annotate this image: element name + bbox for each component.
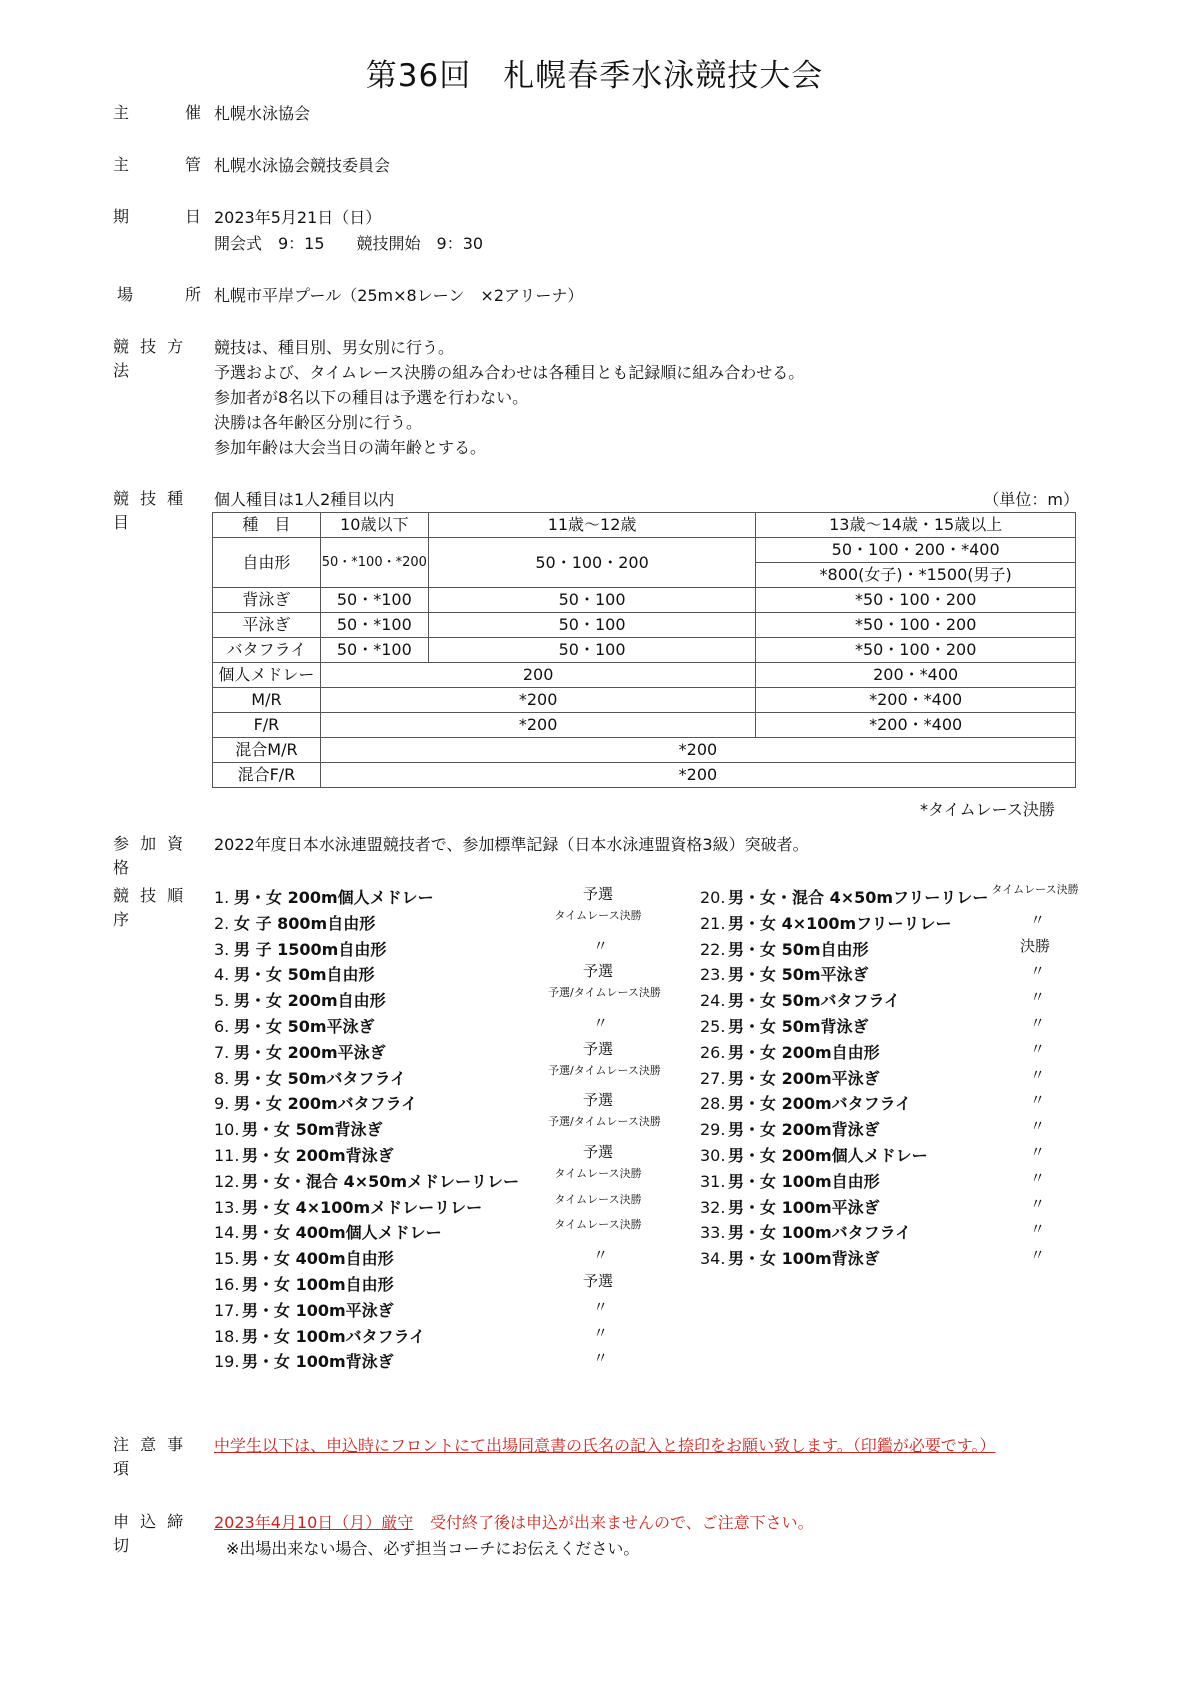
events-label: 競 技 種 目 [113, 489, 187, 532]
order-event: 男・女 100m自由形 [728, 1171, 880, 1191]
table-cell: *200・*400 [756, 713, 1076, 738]
order-type: 〃 [1030, 1091, 1046, 1110]
table-header: 11歳～12歳 [428, 513, 756, 538]
order-type: 〃 [1030, 1194, 1046, 1213]
order-number: 31. [700, 1171, 726, 1191]
order-type: 〃 [1030, 1039, 1046, 1058]
order-type: 予選/タイムレース決勝 [548, 1063, 661, 1077]
eligibility-value: 2022年度日本水泳連盟競技者で、参加標準記録（日本水泳連盟資格3級）突破者。 [214, 835, 809, 854]
order-event: 男・女 200m自由形 [234, 991, 386, 1011]
order-event: 男・女 50m平泳ぎ [728, 965, 869, 985]
order-type: 〃 [1030, 1246, 1046, 1265]
order-event: 男・女 200m個人メドレー [728, 1146, 928, 1165]
order-type: タイムレース決勝 [554, 1218, 642, 1232]
order-number: 15. [214, 1249, 240, 1269]
order-number: 29. [700, 1120, 726, 1140]
order-number: 19. [214, 1352, 240, 1372]
table-row [213, 713, 1076, 738]
table-cell: 混合F/R [213, 763, 321, 788]
order-type: 予選 [582, 1143, 613, 1161]
events-table [212, 512, 1076, 788]
notice-value: 中学生以下は、申込時にフロントにて出場同意書の氏名の記入と捺印をお願い致します。（印鑑が必要です。） [214, 1436, 996, 1455]
order-number: 1. [214, 888, 230, 907]
order-type: 決勝 [1019, 936, 1050, 955]
order-event: 女 子 800m自由形 [234, 913, 376, 933]
table-cell: 50・100 [428, 613, 756, 638]
deadline-label: 申 込 締 切 [113, 1512, 187, 1555]
table-cell: バタフライ [213, 638, 321, 663]
order-number: 12. [214, 1171, 240, 1191]
start-times: 開会式 9：15 競技開始 9：30 [214, 234, 484, 253]
table-header-row [213, 513, 1076, 538]
table-row [213, 763, 1076, 788]
order-event: 男・女 200m背泳ぎ [242, 1146, 394, 1165]
order-event: 男・女 100m自由形 [242, 1275, 394, 1294]
order-event: 男・女 4×100mメドレーリレー [242, 1197, 483, 1217]
order-number: 28. [700, 1094, 726, 1114]
deadline-note: ※出場出来ない場合、必ず担当コーチにお伝えください。 [226, 1539, 640, 1558]
document-page: 第36回 札幌春季水泳競技大会 主 催 札幌水泳協会 主 管 札幌水泳協会競技委員会 期 日 2023年5月21日（日） 開会式 9：15 競技開始 9：30 場 所 札幌市平岸プール（25m×8レーン ×2アリーナ） 競 技 方 法 競技は、種目別、男女別に行う。 予選および、タイムレース決勝の組み合わせは各種目とも記録順に組み合わせる。 参加者が8名以下の種目は予選を行わない。 決勝は各年齢区分別に行う。 参加年齢は大会当日の満年齢とする。 競 技 種 目 個人種目は1人2種目以内 （単位：m） 種 目 10歳以下 11歳～12歳 13歳～14歳・15歳以上 自由形 50・*100・*200 50・100・200 50・100・200・*400 *800(女子)・*1500(男子) 背泳ぎ 50・*100 50・100 *50・100・200 平泳ぎ 50・*100 50・100 *50・100・200 バタフライ 50・*100 50・100 *50・100・200 個人メドレー 200 200・*400 M/R *200 *200・*400 F/R *200 *200・*400 混合M/R *200 混合F/R *200 *タイムレース決勝 参 加 資 格 2022年度日本水泳連盟競技者で、参加標準記録（日本水泳連盟資格3級）突破者。 競 技 順 序 1. 男・女 200m個人メドレー 予選 2. 女 子 800m自由形 タイムレース決勝 3. 男 子 1500m自由形 〃 4. 男・女 50m自由形 予選 5. 男・女 200m自由形 予選/タイムレース決勝 6. 男・女 50m平泳ぎ 〃 7. 男・女 200m平泳ぎ 予選 8. 男・女 50mバタフライ 予選/タイムレース決勝 9. 男・女 200mバタフライ 予選 10. 男・女 50m背泳ぎ 予選/タイムレース決勝 11. 男・女 200m背泳ぎ 予選 12. 男・女・混合 4×50mメドレーリレー タイムレース決勝 13. 男・女 4×100mメドレーリレー タイムレース決勝 14. 男・女 400m個人メドレー タイムレース決勝 15. 男・女 400m自由形 〃 16. 男・女 100m自由形 予選 17. 男・女 100m平泳ぎ 〃 18. 男・女 100mバタフライ 〃 19. 男・女 100m背泳ぎ 〃 20. 男・女・混合 4×50mフリーリレー タイムレース決勝 21. 男・女 4×100mフリーリレー 〃 22. 男・女 50m自由形 決勝 23. 男・女 50m平泳ぎ 〃 24. 男・女 50mバタフライ 〃 25. 男・女 50m背泳ぎ 〃 26. 男・女 200m自由形 〃 27. 男・女 200m平泳ぎ 〃 28. 男・女 200mバタフライ 〃 29. 男・女 200m背泳ぎ 〃 30. 男・女 200m個人メドレー 〃 31. 男・女 100m自由形 〃 32. 男・女 100m平泳ぎ 〃 33. 男・女 100mバタフライ 〃 34. 男・女 100m背泳ぎ 〃 注 意 事 項 中学生以下は、申込時にフロントにて出場同意書の氏名の記入と捺印をお願い致します。（印鑑が必要です。） 申 込 締 切 2023年4月10日（月）厳守 受付終了後は申込が出来ませんので、ご注意下さい。 ※出場出来ない場合、必ず担当コーチにお伝えください。 [0, 0, 1189, 1681]
table-cell: 50・*100 [320, 638, 428, 663]
host-value: 札幌水泳協会 [214, 104, 311, 123]
table-cell: *200・*400 [756, 688, 1076, 713]
table-cell: 混合M/R [213, 738, 321, 763]
date-value: 2023年5月21日（日） [214, 208, 382, 227]
order-type: 〃 [1030, 988, 1046, 1007]
order-event: 男・女 50m背泳ぎ [728, 1017, 869, 1036]
order-type: 〃 [1030, 1014, 1046, 1032]
order-number: 20. [700, 888, 726, 907]
table-cell: *800(女子)・*1500(男子) [756, 563, 1076, 588]
order-number: 3. [214, 939, 230, 959]
order-event: 男・女 50m平泳ぎ [234, 1017, 375, 1036]
order-type: 予選 [582, 885, 613, 903]
table-cell: *50・100・200 [756, 638, 1076, 663]
table-cell: 50・100 [428, 638, 756, 663]
order-type: 予選 [582, 1272, 613, 1290]
order-number: 16. [214, 1275, 240, 1294]
table-cell: 50・100・200 [428, 538, 756, 588]
order-number: 11. [214, 1146, 240, 1165]
order-type: 〃 [1030, 1143, 1046, 1161]
table-header: 10歳以下 [320, 513, 428, 538]
order-type: タイムレース決勝 [554, 908, 642, 922]
order-number: 17. [214, 1300, 240, 1320]
order-label: 競 技 順 序 [113, 886, 187, 929]
order-event: 男・女 200mバタフライ [728, 1094, 912, 1114]
method-line: 決勝は各年齢区分別に行う。 [214, 413, 423, 432]
table-cell: F/R [213, 713, 321, 738]
table-cell: 50・100 [428, 588, 756, 613]
order-event: 男・女 50m背泳ぎ [242, 1120, 383, 1140]
order-number: 13. [214, 1197, 240, 1217]
order-event: 男・女 100mバタフライ [728, 1223, 912, 1243]
table-cell: 50・*100・*200 [320, 538, 428, 588]
order-type: 〃 [593, 936, 609, 955]
table-cell: 平泳ぎ [213, 613, 321, 638]
order-number: 6. [214, 1017, 230, 1036]
order-event: 男・女 50m自由形 [728, 939, 869, 959]
order-number: 4. [214, 965, 230, 985]
table-row [213, 738, 1076, 763]
order-number: 26. [700, 1042, 726, 1062]
deadline-date: 2023年4月10日（月）厳守 [214, 1513, 414, 1532]
order-event: 男・女 50mバタフライ [234, 1068, 407, 1088]
order-type: 〃 [1030, 910, 1046, 929]
order-type: 〃 [1030, 1065, 1046, 1084]
order-number: 5. [214, 991, 230, 1011]
order-number: 22. [700, 939, 726, 959]
order-number: 14. [214, 1223, 240, 1243]
table-row [213, 638, 1076, 663]
order-event: 男・女 100m平泳ぎ [728, 1197, 880, 1217]
order-type: 予選/タイムレース決勝 [548, 1115, 661, 1129]
order-event: 男・女・混合 4×50mメドレーリレー [242, 1171, 520, 1191]
time-race-footnote: *タイムレース決勝 [920, 800, 1055, 819]
table-row [213, 613, 1076, 638]
order-event: 男・女 200m平泳ぎ [728, 1068, 880, 1088]
order-type: 〃 [593, 1297, 609, 1316]
order-number: 10. [214, 1120, 240, 1140]
order-event: 男・女 200m個人メドレー [234, 888, 434, 907]
table-cell: *200 [320, 688, 755, 713]
table-cell: 個人メドレー [213, 663, 321, 688]
venue-value: 札幌市平岸プール（25m×8レーン ×2アリーナ） [214, 286, 584, 305]
table-row [213, 688, 1076, 713]
order-number: 23. [700, 965, 726, 985]
order-type: 〃 [1030, 962, 1046, 981]
table-cell: 200・*400 [756, 663, 1076, 688]
order-event: 男・女 100m背泳ぎ [242, 1352, 394, 1372]
order-event: 男・女 200m自由形 [728, 1042, 880, 1062]
table-cell: 50・100・200・*400 [756, 538, 1076, 563]
method-line: 参加年齢は大会当日の満年齢とする。 [214, 438, 487, 457]
order-event: 男・女 100m平泳ぎ [242, 1300, 394, 1320]
order-number: 7. [214, 1042, 230, 1062]
table-row [213, 588, 1076, 613]
order-type: 〃 [593, 1014, 609, 1032]
method-line: 競技は、種目別、男女別に行う。 [214, 338, 455, 357]
table-row [213, 663, 1076, 688]
order-event: 男・女 50mバタフライ [728, 991, 901, 1011]
order-type: タイムレース決勝 [554, 1192, 642, 1206]
order-event: 男・女・混合 4×50mフリーリレー [728, 888, 989, 907]
order-event: 男・女 200m平泳ぎ [234, 1042, 386, 1062]
table-cell: 50・*100 [320, 613, 428, 638]
table-row [213, 538, 1076, 563]
order-number: 8. [214, 1068, 230, 1088]
order-type: タイムレース決勝 [991, 883, 1079, 896]
order-number: 9. [214, 1094, 230, 1114]
method-line: 参加者が8名以下の種目は予選を行わない。 [214, 388, 529, 407]
order-type: 〃 [1030, 1168, 1046, 1187]
order-number: 24. [700, 991, 726, 1011]
order-type: 〃 [1030, 1220, 1046, 1239]
order-event: 男・女 4×100mフリーリレー [728, 913, 952, 933]
order-number: 27. [700, 1068, 726, 1088]
order-number: 33. [700, 1223, 726, 1243]
order-type: 〃 [593, 1246, 609, 1265]
order-event: 男・女 400m自由形 [242, 1249, 394, 1269]
order-type: 〃 [593, 1349, 609, 1368]
table-cell: 50・*100 [320, 588, 428, 613]
order-number: 25. [700, 1017, 726, 1036]
table-cell: 自由形 [213, 538, 321, 588]
events-intro: 個人種目は1人2種目以内 [214, 490, 395, 509]
order-type: 予選 [582, 962, 613, 981]
table-cell: *50・100・200 [756, 588, 1076, 613]
notice-label: 注 意 事 項 [113, 1435, 187, 1478]
table-cell: M/R [213, 688, 321, 713]
order-event: 男・女 400m個人メドレー [242, 1223, 442, 1243]
order-number: 21. [700, 913, 726, 933]
method-line: 予選および、タイムレース決勝の組み合わせは各種目とも記録順に組み合わせる。 [214, 363, 805, 382]
eligibility-label: 参 加 資 格 [113, 834, 187, 877]
table-cell: *200 [320, 763, 1075, 788]
order-number: 30. [700, 1146, 726, 1165]
table-header: 13歳～14歳・15歳以上 [756, 513, 1076, 538]
order-number: 2. [214, 913, 230, 933]
table-cell: *200 [320, 738, 1075, 763]
order-event: 男・女 100mバタフライ [242, 1326, 426, 1346]
order-event: 男・女 100m背泳ぎ [728, 1249, 880, 1269]
deadline-value: 受付終了後は申込が出来ませんので、ご注意下さい。 [430, 1513, 814, 1532]
order-type: 予選 [582, 1091, 613, 1110]
order-type: 予選/タイムレース決勝 [548, 986, 661, 1000]
order-number: 32. [700, 1197, 726, 1217]
order-type: 〃 [1030, 1117, 1046, 1136]
order-event: 男・女 200mバタフライ [234, 1094, 418, 1114]
page-title: 第36回 札幌春季水泳競技大会 [365, 58, 824, 94]
order-number: 34. [700, 1249, 726, 1269]
order-type: 予選 [582, 1039, 613, 1058]
table-cell: 背泳ぎ [213, 588, 321, 613]
order-event: 男・女 50m自由形 [234, 965, 375, 985]
order-event: 男・女 200m背泳ぎ [728, 1120, 880, 1140]
table-cell: 200 [320, 663, 755, 688]
order-type: 〃 [593, 1323, 609, 1342]
order-number: 18. [214, 1326, 240, 1346]
table-cell: *200 [320, 713, 755, 738]
order-event: 男 子 1500m自由形 [234, 939, 387, 959]
table-header: 種 目 [213, 513, 321, 538]
order-type: タイムレース決勝 [554, 1166, 642, 1180]
table-cell: *50・100・200 [756, 613, 1076, 638]
organizer-value: 札幌水泳協会競技委員会 [214, 156, 391, 175]
method-label: 競 技 方 法 [113, 337, 187, 380]
events-unit: （単位：m） [983, 490, 1079, 509]
